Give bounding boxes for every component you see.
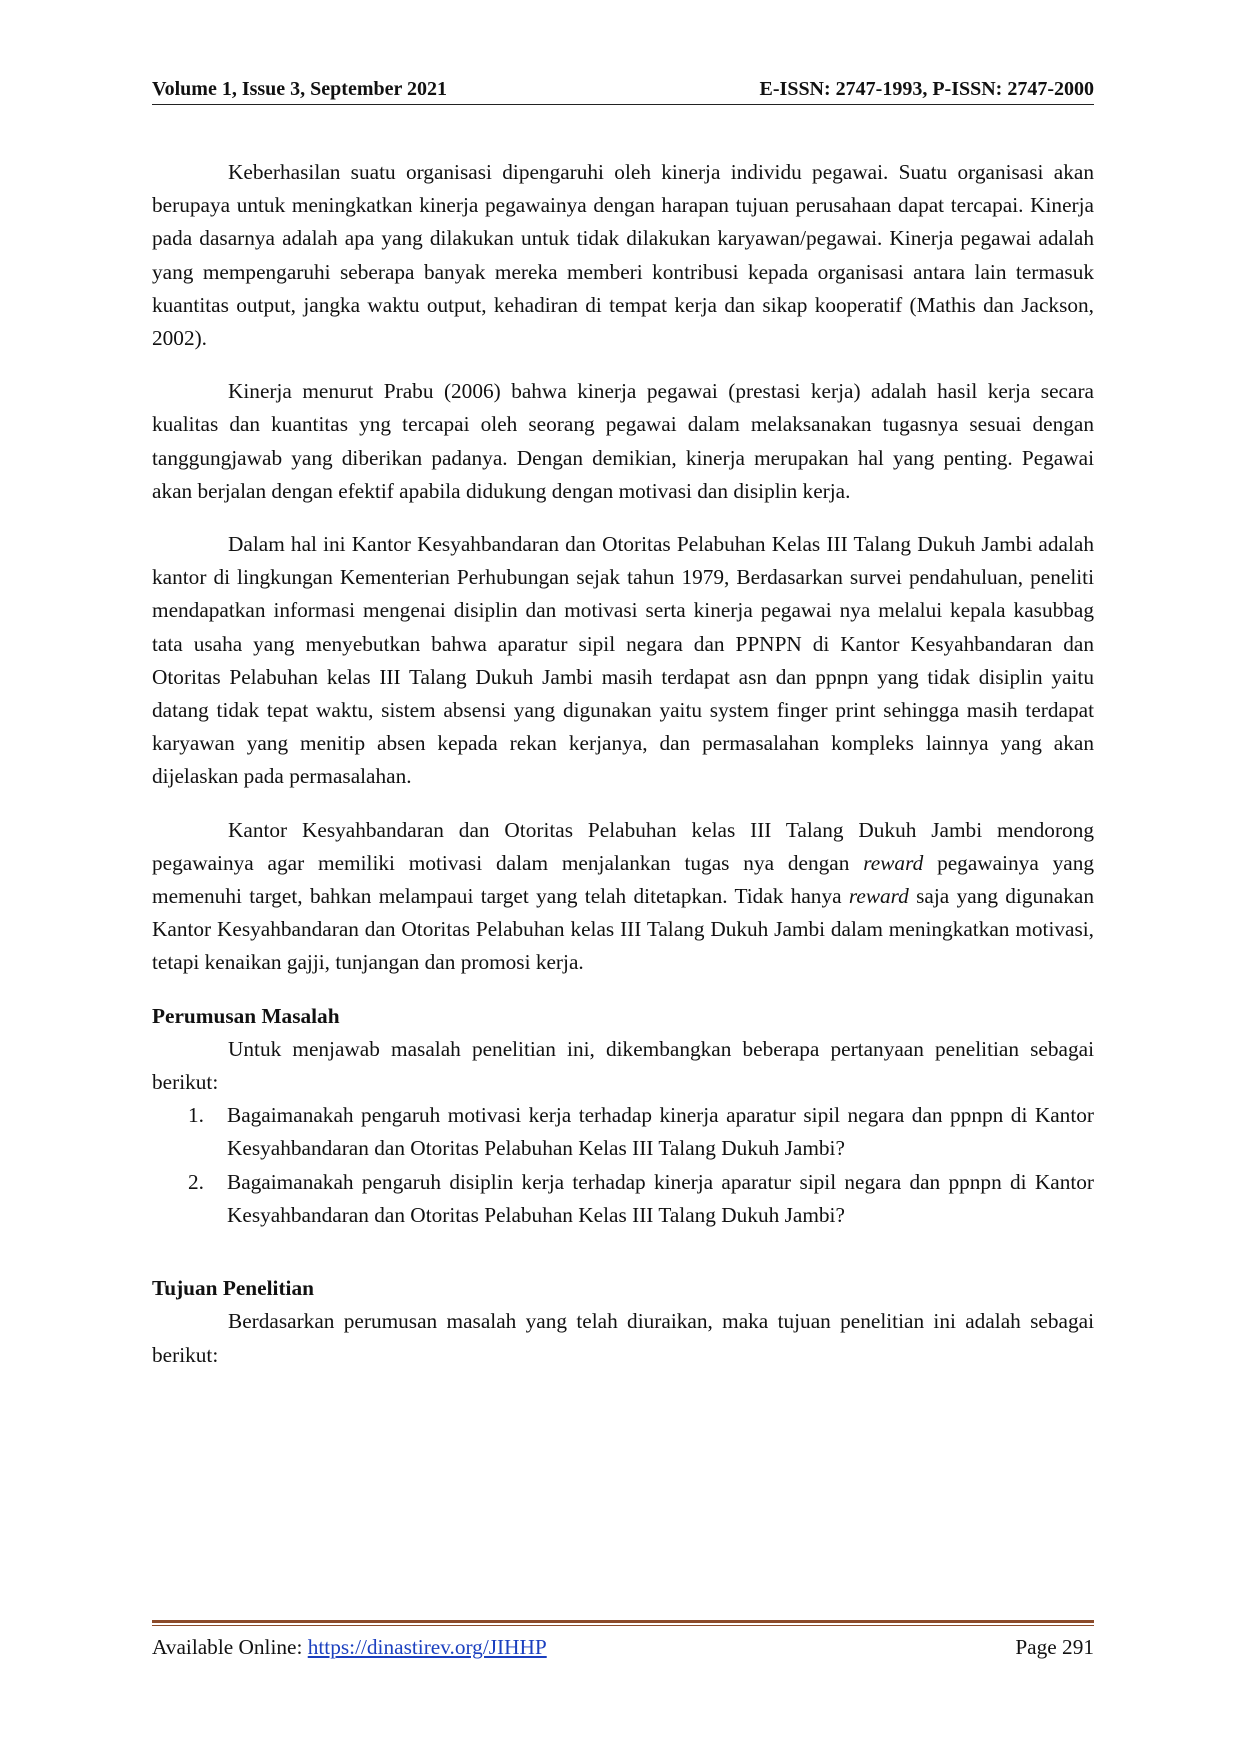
page-body: [152, 156, 1094, 1372]
issn: E-ISSN: 2747-1993, P-ISSN: 2747-2000: [759, 78, 1094, 100]
section-heading-perumusan: Perumusan Masalah: [152, 1003, 340, 1028]
tujuan-intro: Berdasarkan perumusan masalah yang telah diuraikan, maka tujuan penelitian ini adalah sebagai berikut:: [152, 1309, 1094, 1367]
paragraph-4-part-a: Kantor Kesyahbandaran dan Otoritas Pelabuhan kelas III Talang Dukuh Jambi mendorong pegawainya agar memiliki motivasi dalam menjalankan tugas nya dengan: [152, 817, 1094, 875]
running-header: [152, 74, 1094, 105]
reward-term-2: reward: [848, 884, 909, 909]
paragraph-4-part-b: pegawainya yang memenuhi target, bahkan melampaui target yang telah ditetapkan. Tidak hanya: [152, 850, 1095, 909]
paragraph-4: [152, 814, 1094, 980]
list-item: [152, 1166, 1094, 1232]
perumusan-intro: Untuk menjawab masalah penelitian ini, dikembangkan beberapa pertanyaan penelitian sebagai berikut:: [152, 1036, 1094, 1095]
reward-term-1: reward: [863, 850, 924, 875]
list-item: [152, 1099, 1094, 1165]
volume-issue: Volume 1, Issue 3, September 2021: [152, 78, 448, 100]
list-item-text: Bagaimanakah pengaruh motivasi kerja terhadap kinerja aparatur sipil negara dan ppnpn di Kantor Kesyahbandaran dan Otoritas Pelabuhan Kelas III Talang Dukuh Jambi?: [227, 1103, 1094, 1161]
running-footer: [152, 1630, 1094, 1664]
section-perumusan-masalah: [152, 1000, 1094, 1232]
journal-link[interactable]: https://dinastirev.org/JIHHP: [307, 1635, 547, 1659]
list-item-text: Bagaimanakah pengaruh disiplin kerja terhadap kinerja aparatur sipil negara dan ppnpn di Kantor Kesyahbandaran dan Otoritas Pelabuhan Kelas III Talang Dukuh Jambi?: [227, 1169, 1094, 1227]
list-item-number: 2.: [188, 1169, 204, 1194]
page-number: Page 291: [1015, 1635, 1094, 1659]
list-item-number: 1.: [188, 1103, 204, 1128]
footer-availability: [152, 1630, 547, 1664]
research-questions-list: [152, 1099, 1094, 1232]
paragraph-1: Keberhasilan suatu organisasi dipengaruhi oleh kinerja individu pegawai. Suatu organisasi akan berupaya untuk meningkatkan kinerja pegawainya dengan harapan tujuan perusahaan dapat tercapai. Kinerja pada dasarnya adalah apa yang dilakukan untuk tidak dilakukan karyawan/pegawai. Kinerja pegawai adalah yang mempengaruhi seberapa banyak mereka memberi kontribusi kepada organisasi antara lain termasuk kuantitas output, jangka waktu output, kehadiran di tempat kerja dan sikap kooperatif (Mathis dan Jackson, 2002).: [152, 160, 1094, 351]
paragraph-4-part-c: saja yang digunakan Kantor Kesyahbandaran dan Otoritas Pelabuhan kelas III Talang Dukuh Jambi dalam meningkatkan motivasi, tetapi kenaikan gajji, tunjangan dan promosi kerja.: [152, 884, 1094, 975]
section-heading-tujuan: Tujuan Penelitian: [152, 1276, 314, 1301]
footer-divider: [152, 1620, 1094, 1626]
section-tujuan-penelitian: [152, 1272, 1094, 1372]
available-online-label: Available Online:: [152, 1635, 308, 1659]
paragraph-2: Kinerja menurut Prabu (2006) bahwa kinerja pegawai (prestasi kerja) adalah hasil kerja secara kualitas dan kuantitas yng tercapai oleh seorang pegawai dalam melaksanakan tugasnya sesuai dengan tanggungjawab yang diberikan padanya. Dengan demikian, kinerja merupakan hal yang penting. Pegawai akan berjalan dengan efektif apabila didukung dengan motivasi dan disiplin kerja.: [152, 379, 1094, 503]
paragraph-3: Dalam hal ini Kantor Kesyahbandaran dan Otoritas Pelabuhan Kelas III Talang Dukuh Jambi adalah kantor di lingkungan Kementerian Perhubungan sejak tahun 1979, Berdasarkan survei pendahuluan, peneliti mendapatkan informasi mengenai disiplin dan motivasi serta kinerja pegawai nya melalui kepala kasubbag tata usaha yang menyebutkan bahwa aparatur sipil negara dan PPNPN di Kantor Kesyahbandaran dan Otoritas Pelabuhan kelas III Talang Dukuh Jambi masih terdapat asn dan ppnpn yang tidak disiplin yaitu datang tidak tepat waktu, sistem absensi yang digunakan yaitu system finger print sehingga masih terdapat karyawan yang menitip absen kepada rekan kerjanya, dan permasalahan kompleks lainnya yang akan dijelaskan pada permasalahan.: [152, 532, 1094, 789]
